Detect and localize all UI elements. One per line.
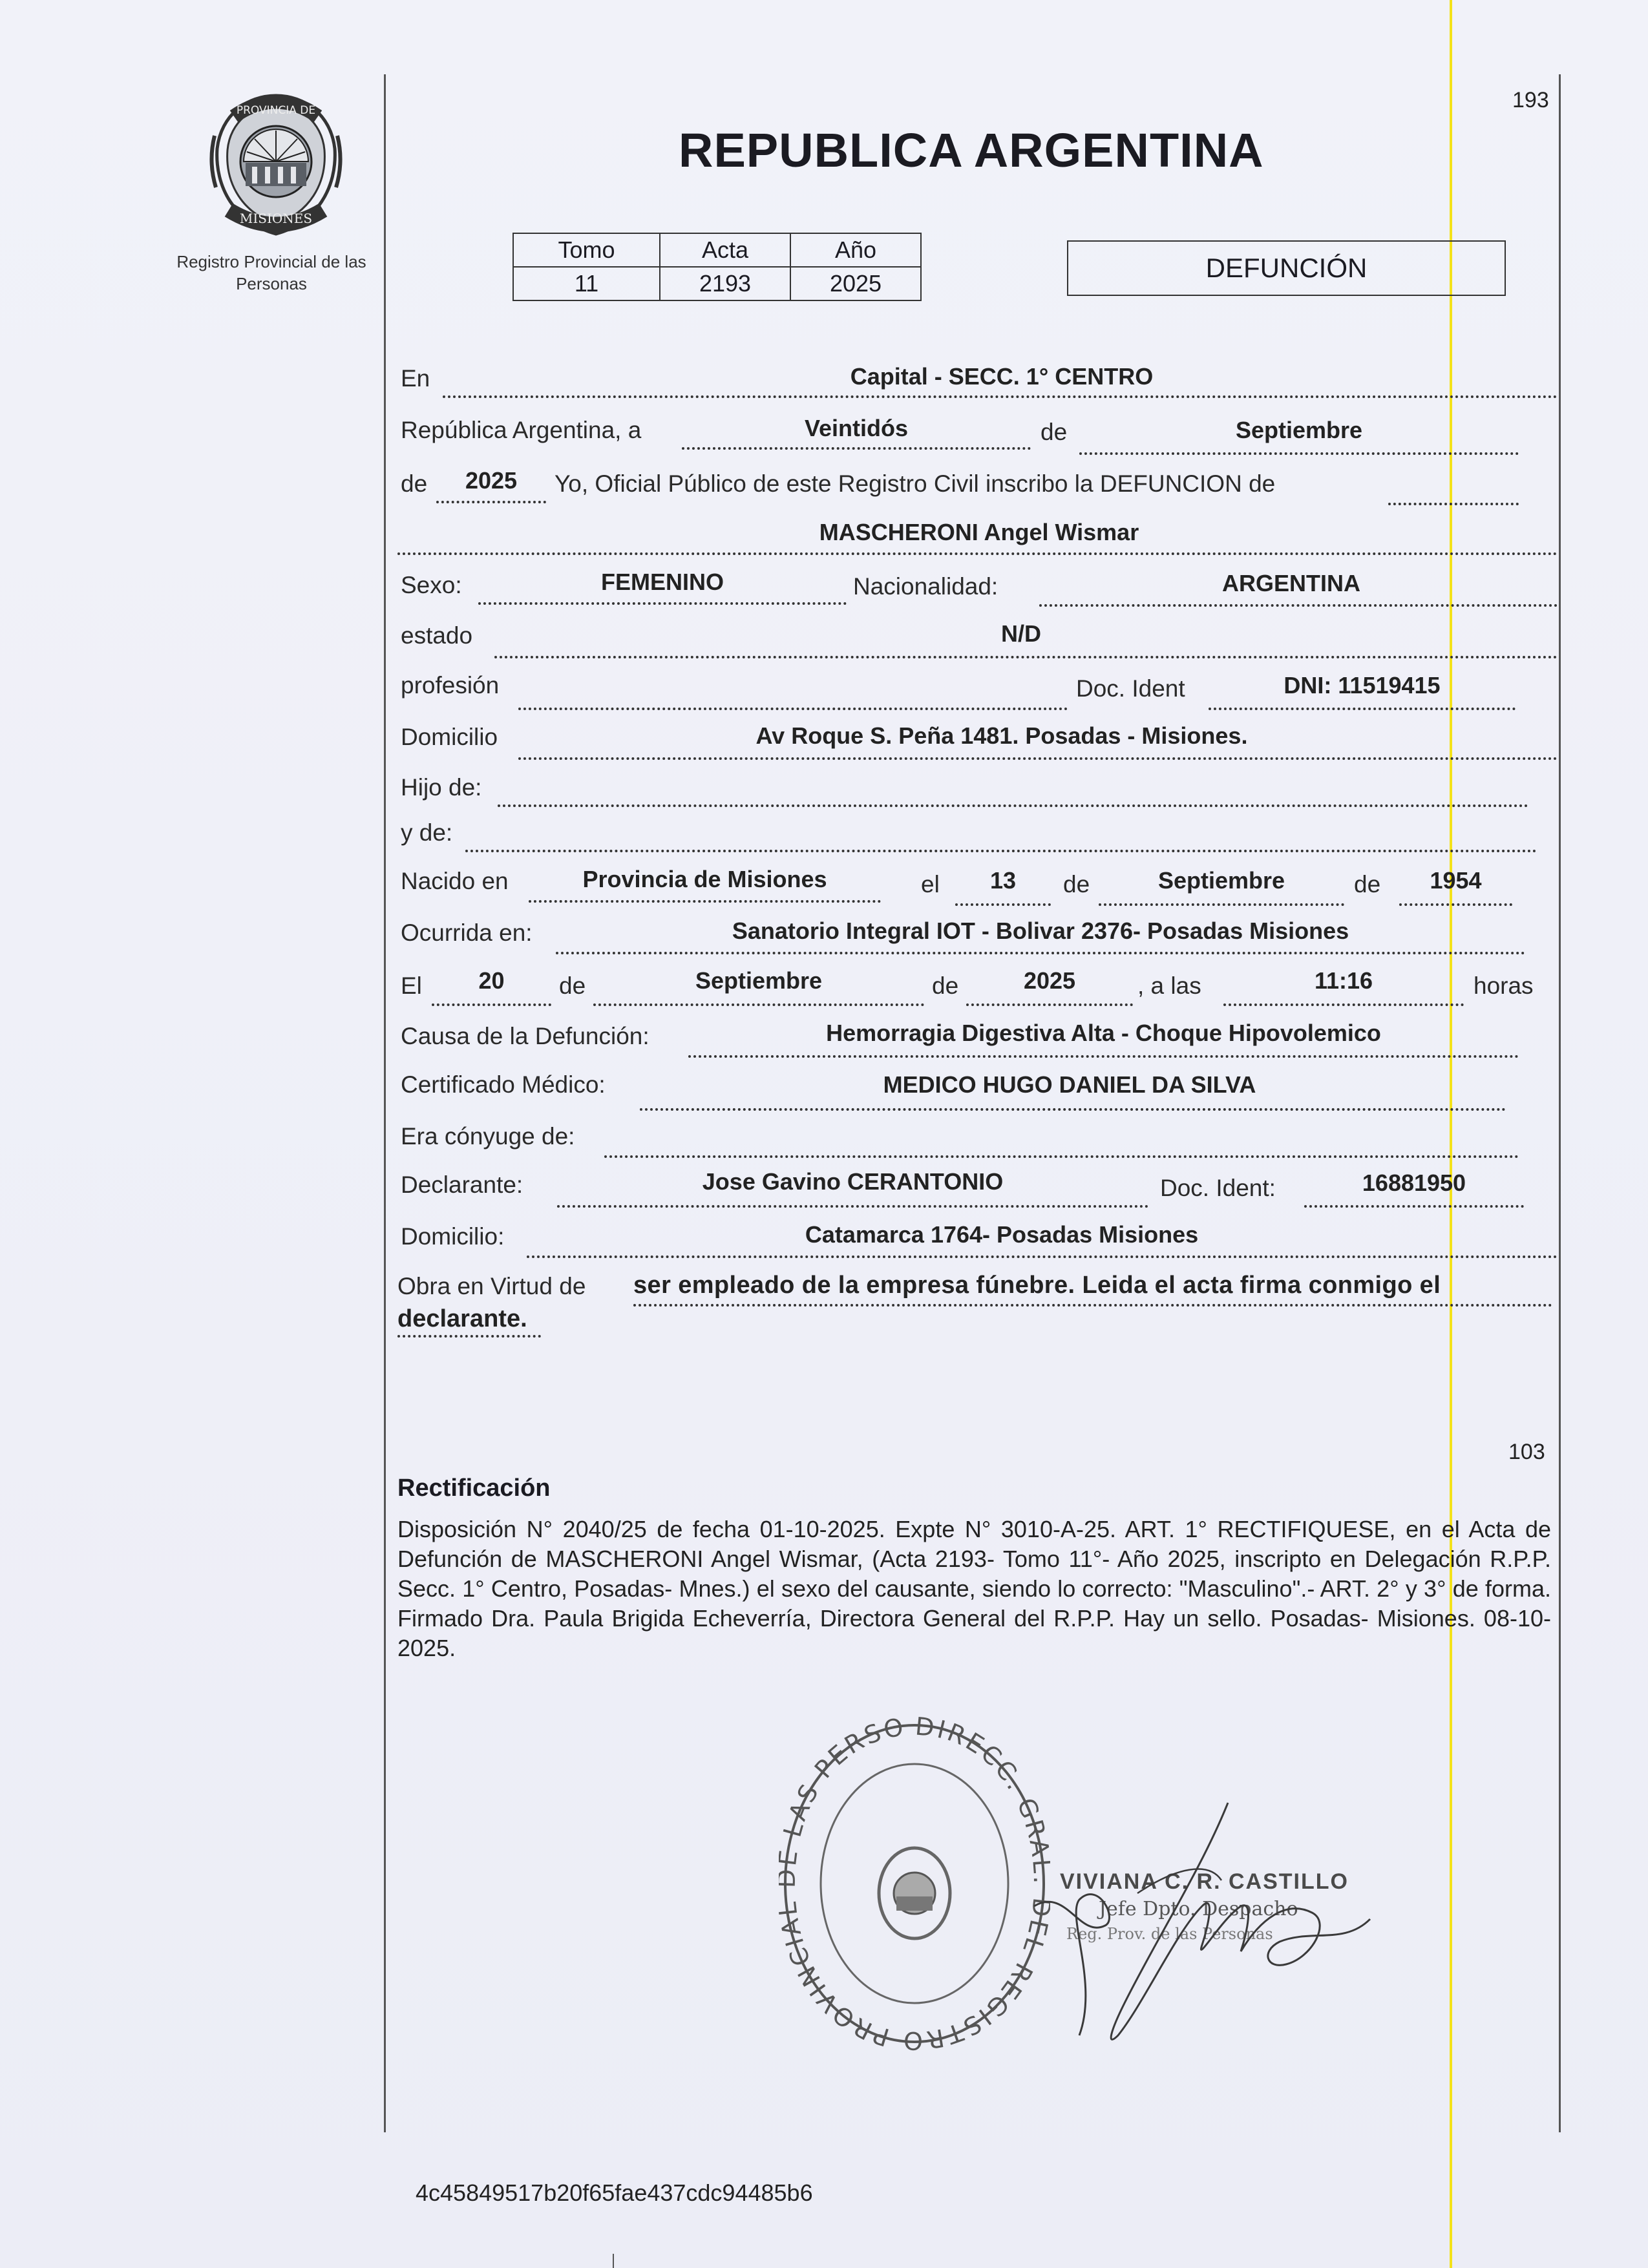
def-mes-value: Septiembre — [695, 967, 823, 994]
el2-label: El — [401, 972, 422, 999]
en-line — [443, 395, 1558, 398]
yde-line — [465, 850, 1537, 852]
dia-value: Veintidós — [804, 415, 909, 441]
hijo-label: Hijo de: — [401, 774, 482, 801]
nacido-line — [529, 900, 881, 903]
conyuge-line — [604, 1155, 1519, 1158]
domicilio-value: Av Roque S. Peña 1481. Posadas - Misiones. — [755, 722, 1248, 749]
causa-value: Hemorragia Digestiva Alta - Choque Hipovolemico — [826, 1020, 1381, 1046]
declarante-line — [557, 1205, 1148, 1208]
signature-image — [1008, 1790, 1396, 2064]
certificado-value: MEDICO HUGO DANIEL DA SILVA — [883, 1071, 1256, 1098]
page-number: 193 — [1512, 88, 1549, 112]
def-anio-value: 2025 — [1023, 967, 1076, 994]
obra-line-2 — [397, 1335, 541, 1338]
obra-label: Obra en Virtud de — [397, 1273, 586, 1299]
left-margin-line — [384, 74, 386, 2132]
domicilio2-value: Catamarca 1764- Posadas Misiones — [805, 1221, 1199, 1248]
nacionalidad-value: ARGENTINA — [1222, 570, 1360, 596]
acta-label: Acta — [660, 233, 790, 267]
nacido-label: Nacido en — [401, 868, 509, 894]
right-margin-line — [1559, 74, 1561, 2132]
tomo-value: 11 — [513, 267, 660, 300]
anio-value: 2025 — [790, 267, 921, 300]
svg-text:PROVINCIA DE: PROVINCIA DE — [236, 104, 316, 117]
nac-anio-value: 1954 — [1430, 867, 1482, 894]
certificado-line — [640, 1108, 1506, 1111]
mes-value: Septiembre — [1235, 417, 1363, 443]
def-hora-line — [1223, 1003, 1464, 1006]
def-dia-value: 20 — [478, 967, 505, 994]
declarante-value: Jose Gavino CERANTONIO — [702, 1168, 1004, 1195]
doc2-label: Doc. Ident: — [1160, 1175, 1276, 1201]
highlight-line — [1450, 0, 1452, 2268]
en-label: En — [401, 365, 430, 392]
dia-line — [682, 447, 1031, 450]
doc-ident-line — [1209, 708, 1516, 710]
stamp-seal-icon — [879, 1848, 950, 1938]
conyuge-label: Era cónyuge de: — [401, 1123, 575, 1150]
def-hora-value: 11:16 — [1314, 967, 1373, 994]
sexo-line — [478, 602, 847, 605]
doc2-value: 16881950 — [1362, 1170, 1466, 1196]
nacido-value: Provincia de Misiones — [582, 866, 827, 892]
tomo-label: Tomo — [513, 233, 660, 267]
anio-value: 2025 — [465, 467, 518, 494]
obra-value-2: declarante. — [397, 1305, 527, 1332]
page-title: REPUBLICA ARGENTINA — [679, 123, 1264, 177]
nac-anio-line — [1399, 903, 1512, 906]
svg-text:MISIONES: MISIONES — [239, 211, 313, 226]
registry-label: Registro Provincial de las Personas — [176, 252, 366, 293]
record-id-table — [512, 233, 922, 301]
nac-dia-value: 13 — [989, 867, 1017, 894]
anio-label: Año — [790, 233, 921, 267]
nac-mes-value: Septiembre — [1157, 867, 1285, 894]
horas-label: horas — [1474, 972, 1534, 999]
causa-label: Causa de la Defunción: — [401, 1023, 650, 1049]
de-label: de — [1041, 419, 1068, 445]
def-mes-line — [593, 1003, 924, 1006]
yo-line — [1388, 503, 1519, 505]
domicilio2-line — [527, 1255, 1558, 1258]
sexo-label: Sexo: — [401, 572, 462, 598]
yo-text: Yo, Oficial Público de este Registro Civil inscribo la DEFUNCION de — [555, 470, 1276, 497]
domicilio-label: Domicilio — [401, 724, 498, 750]
certificado-label: Certificado Médico: — [401, 1071, 606, 1098]
ocurrida-label: Ocurrida en: — [401, 919, 533, 946]
de2-label: de — [401, 470, 428, 497]
signer-title: Jefe Dpto. Despacho — [1099, 1898, 1298, 1920]
declarante-label: Declarante: — [401, 1171, 523, 1198]
sexo-value: FEMENINO — [600, 569, 724, 595]
obra-value-1: ser empleado de la empresa fúnebre. Leida el acta firma conmigo el — [633, 1272, 1441, 1299]
anio-line — [436, 501, 546, 503]
profesion-label: profesión — [401, 672, 500, 698]
rectificacion-text: Disposición N° 2040/25 de fecha 01-10-2025. Expte N° 3010-A-25. ART. 1° RECTIFIQUESE, en el Acta de Defunción de MASCHERONI Angel Wismar, (Acta 2193- Tomo 11°- Año 2025, inscripto en Delegación R.P.P. Secc. 1° Centro, Posadas- Mnes.) el sexo del causante, siendo lo correcto: "Masculino".- ART. 2° y 3° de forma. Firmado Dra. Paula Brigida Echeverría, Directora General del R.P.P. Hay un sello. Posadas- Misiones. 08-10-2025. — [397, 1516, 1551, 1661]
profesion-line — [518, 708, 1068, 710]
mes-line — [1079, 452, 1519, 455]
domicilio-line — [518, 757, 1558, 760]
estado-label: estado — [401, 622, 473, 649]
de5-label: de — [559, 972, 586, 999]
svg-text:DIRECC. GRAL. DEL REGISTRO PRO: DIRECC. GR L REGISTRO PROVINCI LAS PERSO — [779, 1712, 1050, 2055]
ocurrida-value: Sanatorio Integral IOT - Bolivar 2376- Posadas Misiones — [732, 918, 1349, 944]
ocurrida-line — [556, 952, 1525, 954]
el-label: el — [921, 871, 940, 898]
def-dia-line — [432, 1003, 551, 1006]
obra-line-1 — [633, 1304, 1552, 1307]
doc-ident-value: DNI: 11519415 — [1284, 672, 1441, 698]
acta-value: 2193 — [660, 267, 790, 300]
en-value: Capital - SECC. 1° CENTRO — [850, 363, 1154, 390]
republica-label: República Argentina, a — [401, 417, 642, 443]
signer-name: VIVIANA C. R. CASTILLO — [1060, 1869, 1349, 1894]
nacionalidad-label: Nacionalidad: — [853, 573, 998, 600]
province-seal-icon — [208, 90, 344, 242]
nacionalidad-line — [1039, 604, 1558, 607]
signer-org: Reg. Prov. de las Personas — [1066, 1925, 1273, 1943]
hijo-line — [498, 804, 1528, 807]
de3-label: de — [1063, 871, 1090, 898]
rectificacion-title: Rectificación — [397, 1475, 551, 1502]
rectificacion-page-number: 103 — [1508, 1440, 1545, 1464]
de4-label: de — [1354, 871, 1381, 898]
alas-label: , a las — [1137, 972, 1201, 999]
causa-line — [688, 1055, 1519, 1058]
nac-dia-line — [955, 903, 1051, 906]
bottom-tick — [613, 2254, 614, 2268]
estado-line — [494, 656, 1558, 658]
def-anio-line — [966, 1003, 1133, 1006]
de6-label: de — [932, 972, 959, 999]
yde-label: y de: — [401, 819, 453, 846]
estado-value: N/D — [1001, 620, 1041, 647]
nombre-line — [397, 552, 1558, 555]
document-type-box: DEFUNCIÓN — [1067, 240, 1506, 296]
nombre-value: MASCHERONI Angel Wismar — [819, 519, 1139, 545]
doc-ident-label: Doc. Ident — [1076, 675, 1185, 702]
nac-mes-line — [1099, 903, 1344, 906]
domicilio2-label: Domicilio: — [401, 1223, 505, 1250]
document-hash: 4c45849517b20f65fae437cdc94485b6 — [416, 2179, 813, 2206]
doc2-line — [1304, 1205, 1524, 1208]
